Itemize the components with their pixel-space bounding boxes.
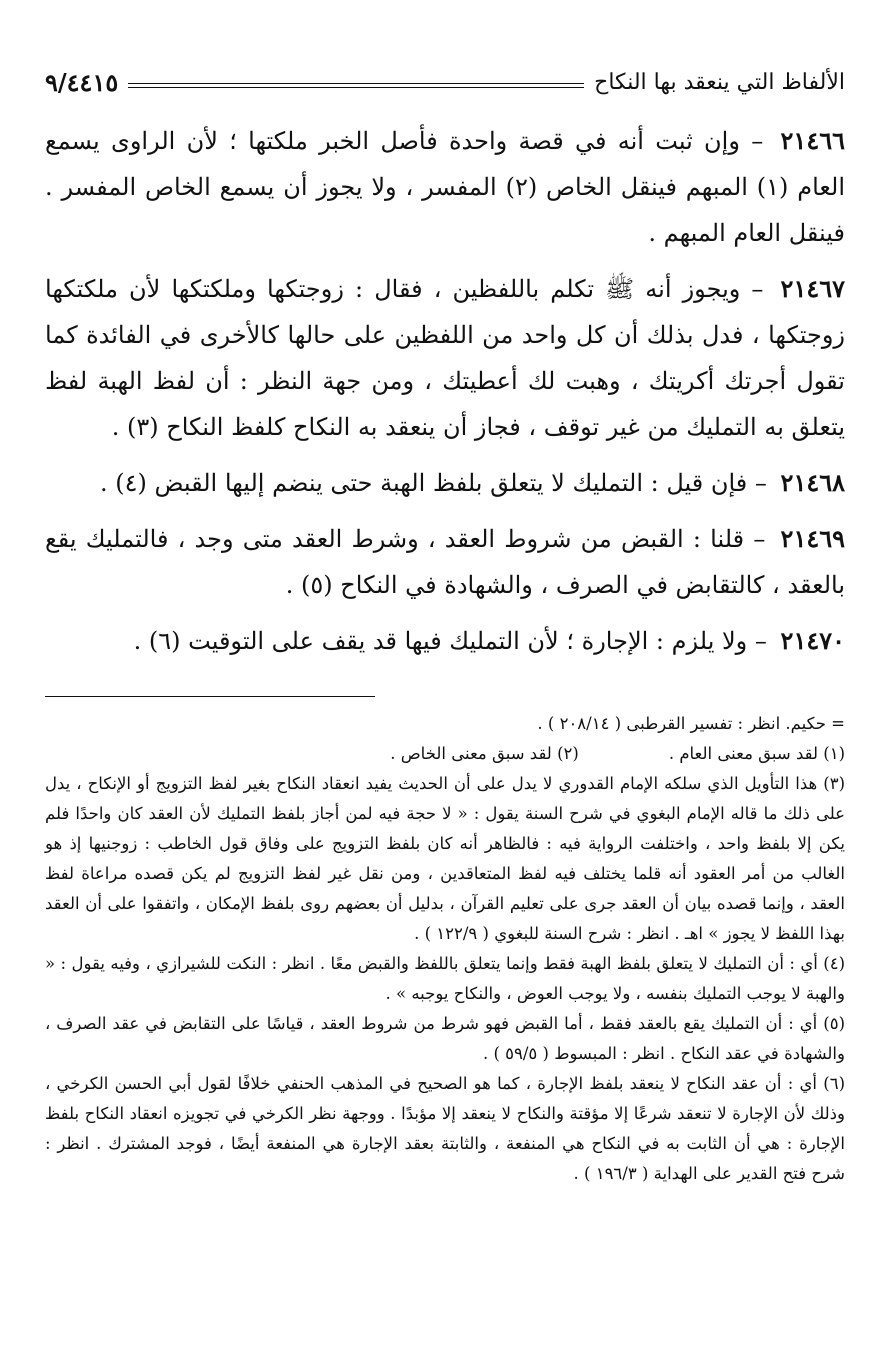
footnote-3: (٣) هذا التأويل الذي سلكه الإمام القدوري لا يدل على أن الحديث يفيد انعقاد النكاح بغير لفظ التزويج أو الإنكاح ، يدل على ذلك ما قاله الإمام البغوي في شرح السنة يقول : « لا حجة فيه لمن أجاز بلفظ التمليك لأن العقد كان واحدًا فلم يكن إلا بلفظ واحد ، واختلفت الرواية فيه : فالظاهر أنه كان بلفظ التزويج على وفاق قول الخاطب : زوجنيها إذ هو الغالب من أمر العقود أنه قلما يختلف فيه لفظ المتعاقدين ، ومن نقل غير لفظ التزويج لم يكن قصده مراعاة لفظ العقد ، وإنما قصده بيان أن العقد جرى على تعليم القرآن ، بدليل أن بعضهم روى بلفظ الإمكان ، واتفقوا على أن العقد بهذا اللفظ لا يجوز » اهـ . انظر : شرح السنة للبغوي ( ١٢٢/٩ ) . [45, 774, 845, 943]
footnote-5: (٥) أي : أن التمليك يقع بالعقد فقط ، أما القبض فهو شرط من شروط العقد ، قياسًا على التقابض في عقد الصرف ، والشهادة في عقد النكاح . انظر : المبسوط ( ٥٩/٥ ) . [45, 1014, 845, 1063]
footnote-divider-wrap [45, 674, 845, 709]
running-title: الألفاظ التي ينعقد بها النكاح [594, 69, 845, 95]
header-rule [128, 83, 584, 88]
footnote-6: (٦) أي : أن عقد النكاح لا ينعقد بلفظ الإجارة ، كما هو الصحيح في المذهب الحنفي خلافًا لقول أبي الحسن الكرخي ، وذلك لأن الإجارة لا تنعقد شرعًا إلا مؤقتة والنكاح لا ينعقد إلا مؤبدًا . ووجهة نظر الكرخي في تجويزه انعقاد النكاح بلفظ الإجارة : هي أن الثابت به في النكاح هي المنفعة ، والثابتة بعقد الإجارة هي المنفعة أيضًا ، فوجد المشترك . انظر : شرح فتح القدير على الهداية ( ١٩٦/٣ ) . [45, 1074, 845, 1183]
page-reference: ٩/٤٤١٥ [45, 67, 119, 97]
paragraph-21469 [45, 516, 845, 608]
paragraph-number: ٢١٤٦٨ [780, 468, 845, 497]
paragraph-21470 [45, 618, 845, 664]
paragraph-text: – قلنا : القبض من شروط العقد ، وشرط العقد متى وجد ، فالتمليك يقع بالعقد ، كالتقابض في الصرف ، والشهادة في النكاح (٥) . [45, 525, 845, 599]
book-page [45, 60, 845, 1340]
main-text [45, 118, 845, 664]
paragraph-number: ٢١٤٦٦ [780, 126, 845, 155]
footnote-4: (٤) أي : أن التمليك لا يتعلق بلفظ الهبة فقط وإنما يتعلق باللفظ والقبض معًا . انظر : النكت للشيرازي ، وفيه يقول : « والهبة لا يوجب التمليك بنفسه ، ولا يوجب العوض ، والنكاح يوجبه » . [45, 954, 845, 1003]
footnote-1: (١) لقد سبق معنى العام . [668, 744, 845, 763]
footnote-row-1-2 [45, 739, 845, 769]
paragraph-text: – ولا يلزم : الإجارة ؛ لأن التمليك فيها قد يقف على التوقيت (٦) . [133, 627, 767, 655]
paragraph-21468 [45, 460, 845, 506]
paragraph-number: ٢١٤٦٧ [780, 274, 845, 303]
footnotes [45, 709, 845, 1189]
paragraph-number: ٢١٤٧٠ [780, 626, 845, 655]
footnote-continuation: = حكيم. انظر : تفسير القرطبى ( ٢٠٨/١٤ ) . [537, 714, 845, 733]
paragraph-text: – ويجوز أنه ﷺ تكلم باللفظين ، فقال : زوجتكها وملكتكها لأن ملكتكها زوجتكها ، فدل بذلك أن كل واحد من اللفظين على حالها كالأخرى في الفائدة كما تقول أجرتك أكريتك ، وهبت لك أعطيتك ، ومن جهة النظر : أن لفظ الهبة لفظ يتعلق به التمليك من غير توقف ، فجاز أن ينعقد به النكاح كلفظ النكاح (٣) . [45, 275, 845, 441]
paragraph-text: – فإن قيل : التمليك لا يتعلق بلفظ الهبة حتى ينضم إليها القبض (٤) . [99, 469, 767, 497]
footnote-2: (٢) لقد سبق معنى الخاص . [390, 744, 579, 763]
footnote-divider [45, 696, 375, 697]
paragraph-21467 [45, 266, 845, 450]
paragraph-text: – وإن ثبت أنه في قصة واحدة فأصل الخبر ملكتها ؛ لأن الراوى يسمع العام (١) المبهم فينقل الخاص (٢) المفسر ، ولا يجوز أن يسمع الخاص المفسر . فينقل العام المبهم . [45, 127, 845, 247]
paragraph-21466 [45, 118, 845, 256]
page-header [45, 60, 845, 104]
paragraph-number: ٢١٤٦٩ [780, 524, 845, 553]
